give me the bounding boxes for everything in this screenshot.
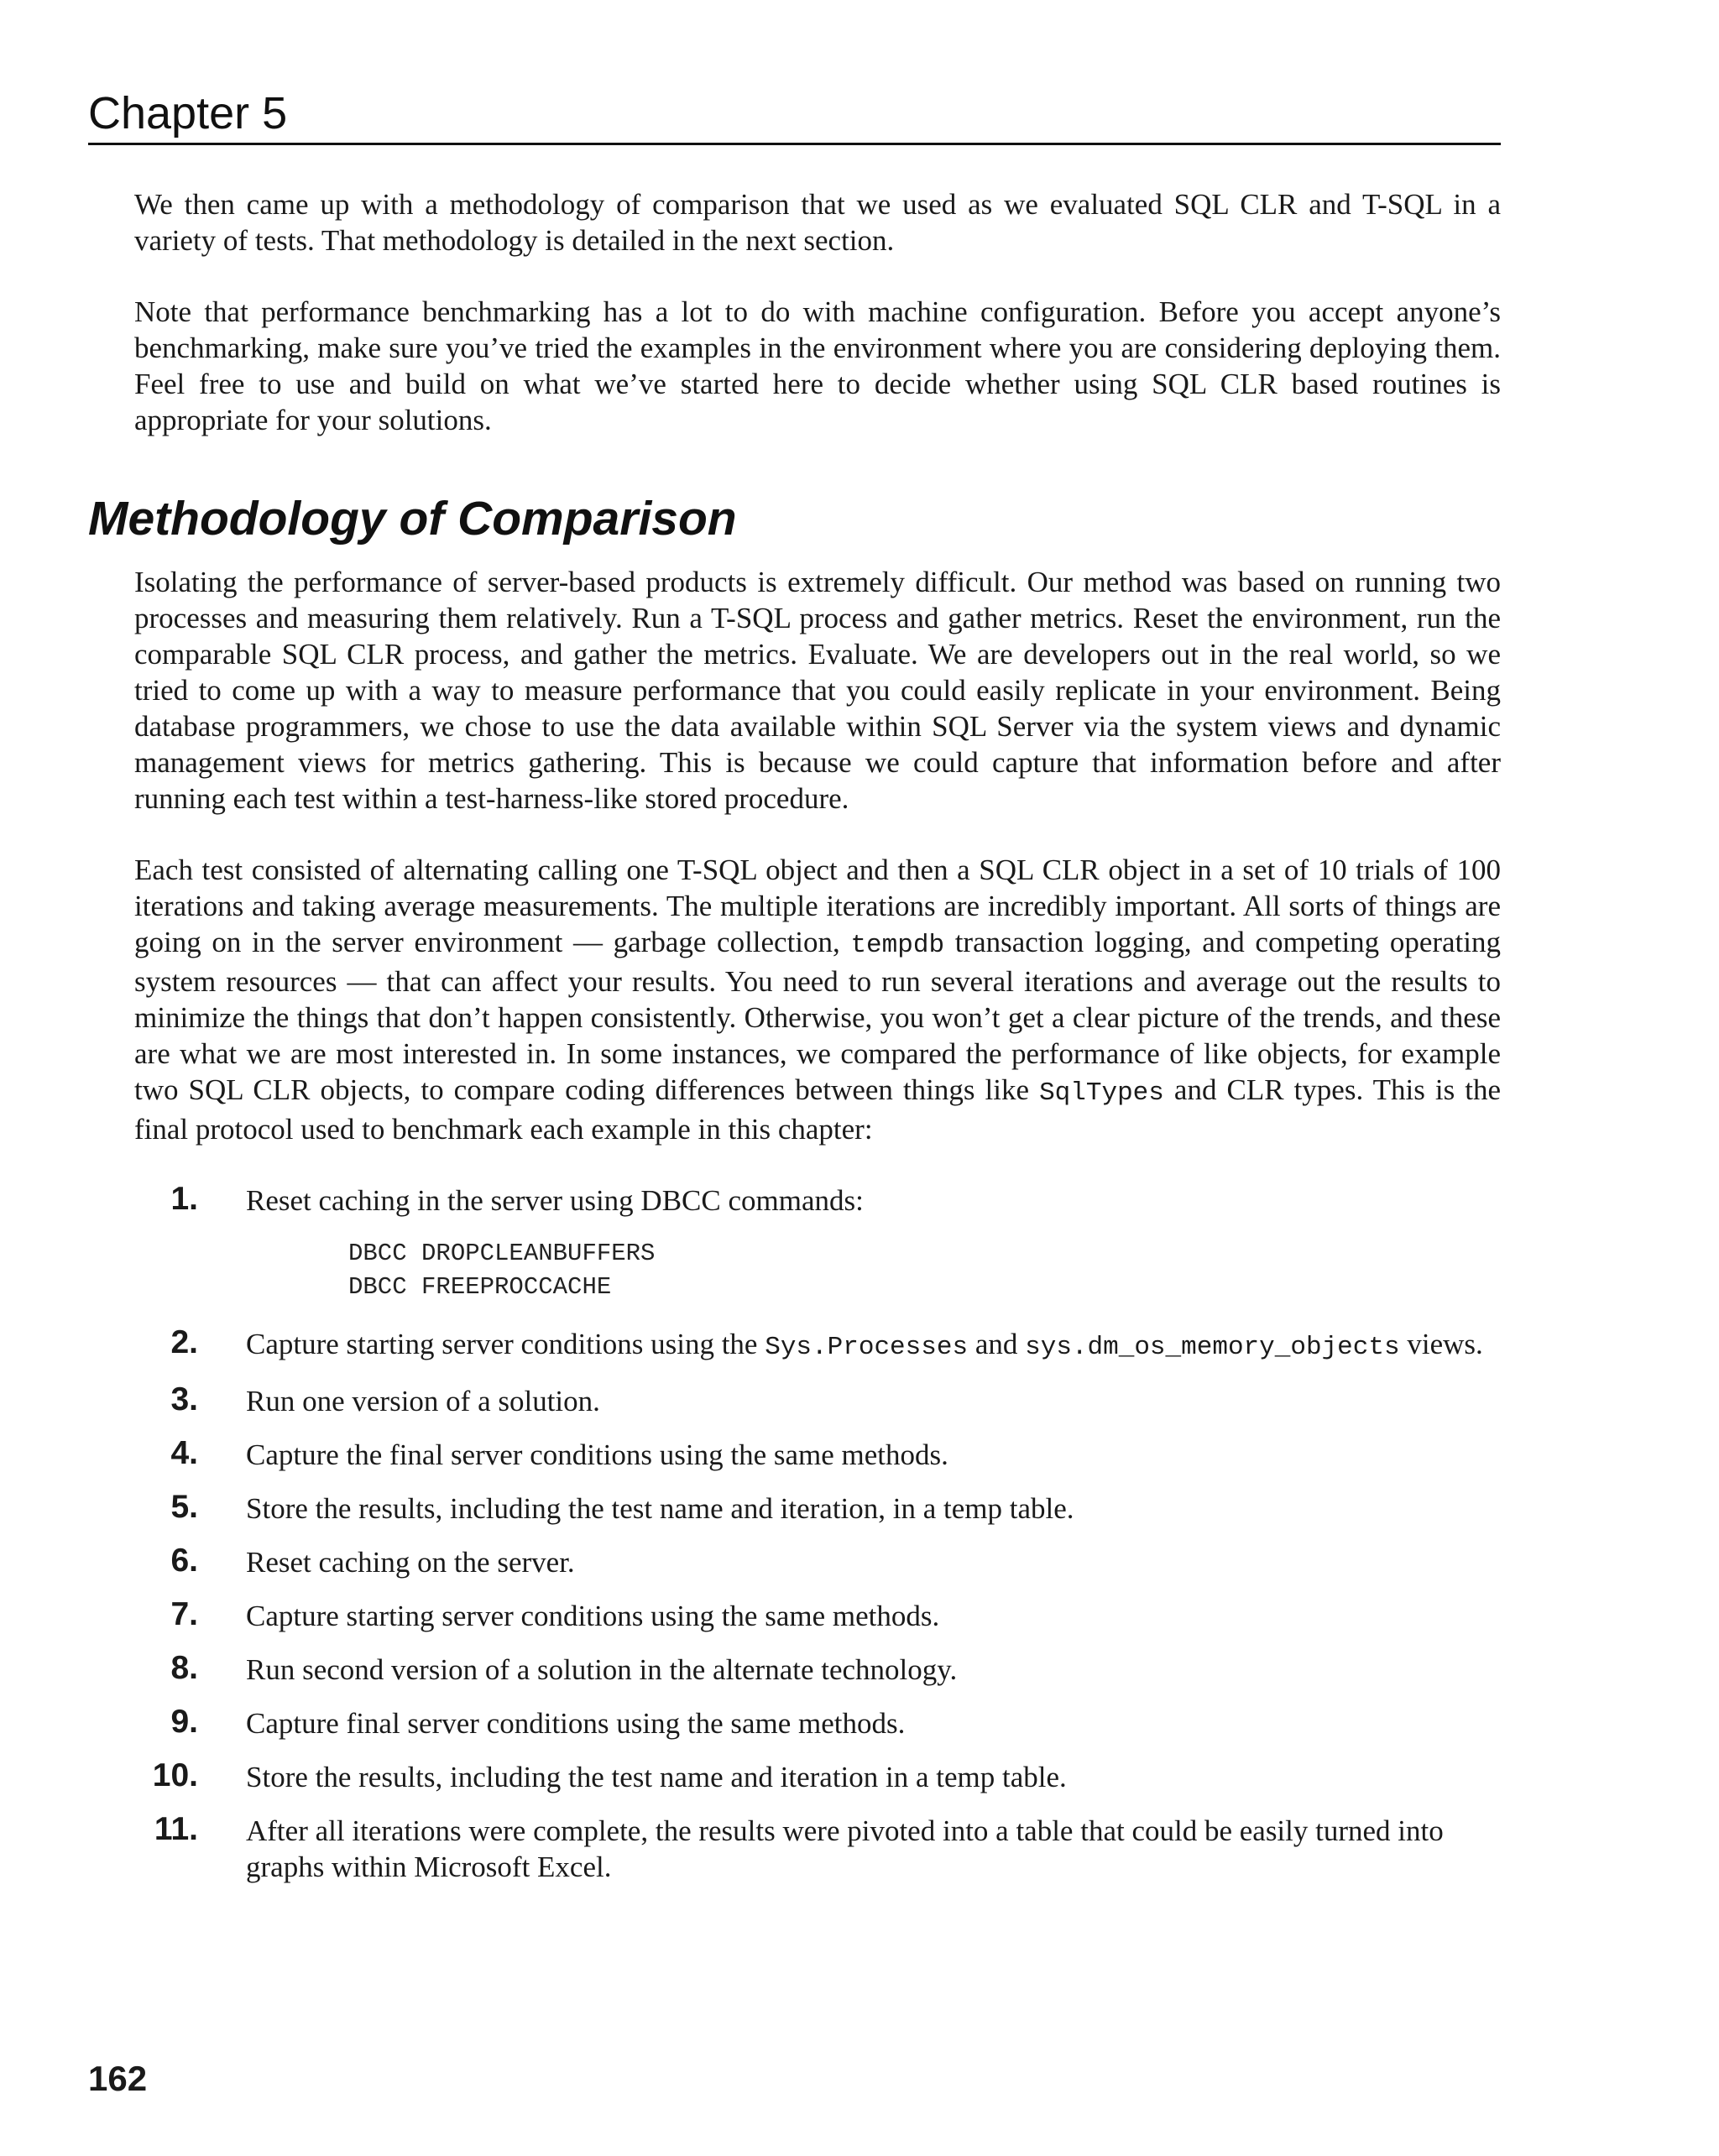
step-number: 2.	[170, 1324, 198, 1360]
text-run: and	[968, 1328, 1026, 1360]
text-run: transaction logging, and competing operating system resources — that can affect your results. You need to run several iterations and average out the results to minimize the things that don’t happen consistently. Otherwise, you won’t get a clear picture of the trends, and these are what we are most interested in. In some instances, we compared the performance of like objects, for example two SQL CLR objects, to compare coding differences between things like	[134, 926, 1501, 1106]
step-number: 1.	[170, 1181, 198, 1217]
protocol-steps-list	[134, 1182, 1501, 1885]
step-text: Reset caching on the server.	[246, 1546, 575, 1579]
step-number: 4.	[170, 1435, 198, 1471]
list-item	[134, 1437, 1501, 1473]
inline-code-sqltypes: SqlTypes	[1039, 1078, 1164, 1108]
methodology-paragraph-1: Isolating the performance of server-based products is extremely difficult. Our method was based on running two processes and measuring them relatively. Run a T-SQL process and gather metrics. Reset the environment, run the comparable SQL CLR process, and gather the metrics. Evaluate. We are developers out in the real world, so we tried to come up with a way to measure performance that you could easily replicate in your environment. Being database programmers, we chose to use the data available within SQL Server via the system views and dynamic management views for metrics gathering. This is because we could capture that information before and after running each test within a test-harness-like stored procedure.	[134, 566, 1501, 815]
page-number: 162	[88, 2059, 148, 2098]
step-text: Capture the final server conditions using the same methods.	[246, 1438, 948, 1471]
list-item	[134, 1598, 1501, 1634]
inline-code-sys-processes: Sys.Processes	[765, 1333, 969, 1362]
list-item	[134, 1652, 1501, 1688]
list-item	[134, 1326, 1501, 1365]
methodology-paragraph-2	[134, 852, 1501, 1147]
step-number: 6.	[170, 1543, 198, 1579]
list-item	[134, 1383, 1501, 1419]
text-run: Each test consisted of alternating calling one T-SQL object and then a SQL CLR object in a set of 10 trials of 100 iterations and taking average measurements. The multiple iterations are incredibly important. All sorts of things are going on in the server environment — garbage collection,	[134, 854, 1501, 958]
methodology-section	[134, 564, 1501, 1903]
text-run: Capture starting server conditions using the	[246, 1328, 765, 1360]
list-item	[134, 1490, 1501, 1527]
inline-code-tempdb: tempdb	[850, 931, 945, 960]
step-text	[246, 1326, 1501, 1365]
step-text: Capture final server conditions using the same methods.	[246, 1707, 906, 1740]
intro-paragraph-1: We then came up with a methodology of comparison that we used as we evaluated SQL CLR and T-SQL in a variety of tests. That methodology is detailed in the next section.	[134, 188, 1501, 257]
section-heading: Methodology of Comparison	[88, 492, 737, 546]
intro-paragraph-2: Note that performance benchmarking has a lot to do with machine configuration. Before you accept anyone’s benchmarking, make sure you’ve tried the examples in the environment where you are considering deploying them. Feel free to use and build on what we’ve started here to decide whether using SQL CLR based routines is appropriate for your solutions.	[134, 295, 1501, 436]
chapter-header	[88, 84, 1501, 145]
step-number: 3.	[170, 1381, 198, 1417]
step-text: Store the results, including the test name and iteration in a temp table.	[246, 1761, 1067, 1793]
step-text: Run second version of a solution in the alternate technology.	[246, 1653, 958, 1686]
step-text: Store the results, including the test name and iteration, in a temp table.	[246, 1492, 1074, 1525]
step-number: 5.	[170, 1489, 198, 1525]
step-text: After all iterations were complete, the results were pivoted into a table that could be easily turned into graphs within Microsoft Excel.	[246, 1814, 1444, 1883]
inline-code-memory-objects: sys.dm_os_memory_objects	[1025, 1333, 1400, 1362]
step-text: Reset caching in the server using DBCC commands:	[246, 1184, 864, 1217]
step-number: 9.	[170, 1704, 198, 1740]
list-item	[134, 1182, 1501, 1304]
intro-section	[134, 186, 1501, 473]
step-number: 7.	[170, 1596, 198, 1632]
step-number: 8.	[170, 1650, 198, 1686]
text-run: and CLR types. This is the final protocol used to benchmark each example in this chapter:	[134, 1073, 1502, 1146]
list-item	[134, 1759, 1501, 1795]
list-item	[134, 1813, 1501, 1885]
step-text: Run one version of a solution.	[246, 1385, 600, 1417]
step-text: Capture starting server conditions using the same methods.	[246, 1600, 940, 1632]
list-item	[134, 1544, 1501, 1580]
list-item	[134, 1705, 1501, 1741]
code-block: DBCC DROPCLEANBUFFERS DBCC FREEPROCCACHE	[348, 1240, 656, 1301]
text-run: views.	[1399, 1328, 1483, 1360]
step-number: 11.	[154, 1811, 198, 1847]
chapter-title: Chapter 5	[88, 88, 288, 138]
step-number: 10.	[152, 1757, 198, 1793]
